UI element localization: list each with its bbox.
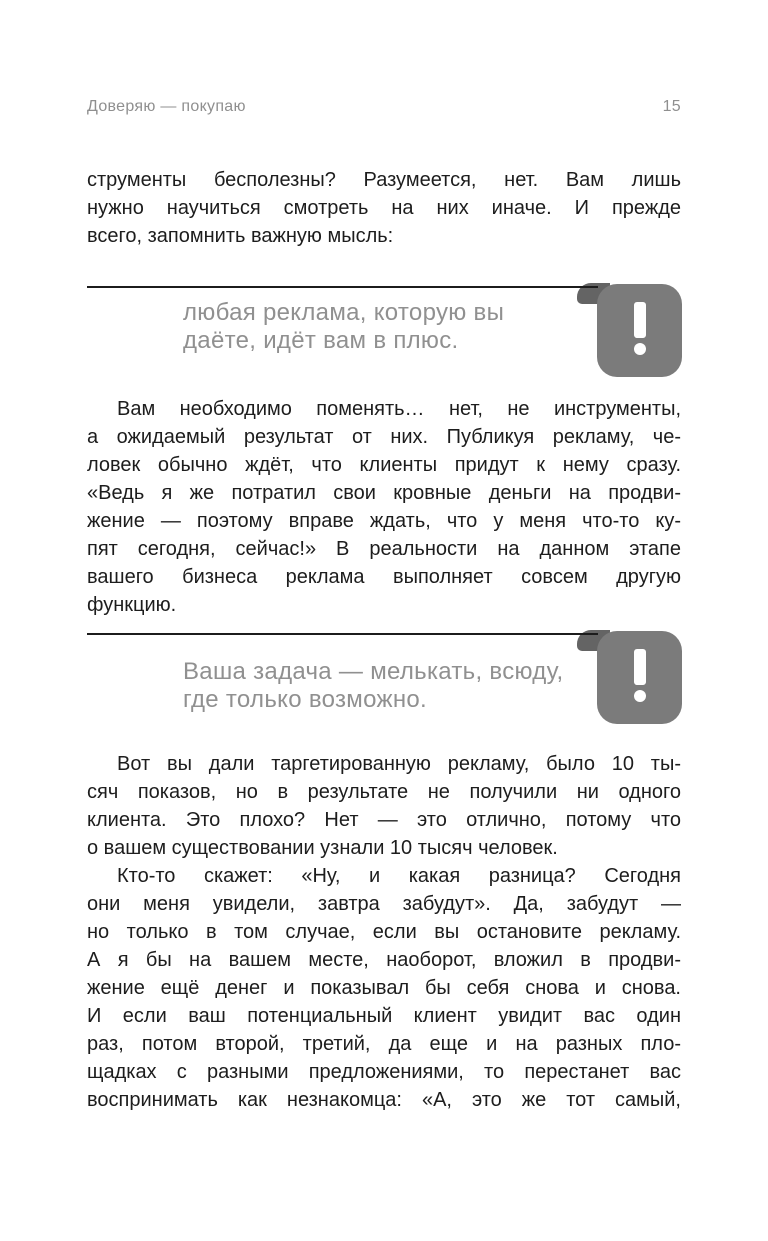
text-line: вашего бизнеса реклама выполняет совсем другую <box>87 566 681 588</box>
text-line: струменты бесполезны? Разумеется, нет. Вам лишь <box>87 169 681 191</box>
exclamation-badge <box>597 631 682 724</box>
text-line: клиента. Это плохо? Нет — это отлично, потому что <box>87 809 681 831</box>
body-paragraph <box>87 395 681 619</box>
callout-rule <box>87 633 598 635</box>
text-line: «Ведь я же потратил свои кровные деньги на продви- <box>87 482 681 504</box>
text-line: но только в том случае, если вы остановите рекламу. <box>87 921 681 943</box>
running-header <box>87 98 681 116</box>
body-paragraph <box>87 750 681 862</box>
text-line: Кто-то скажет: «Ну, и какая разница? Сегодня <box>117 865 681 887</box>
text-line: сяч показов, но в результате не получили ни одного <box>87 781 681 803</box>
text-line: ловек обычно ждёт, что клиенты придут к нему сразу. <box>87 454 681 476</box>
exclamation-dot <box>634 343 646 355</box>
exclamation-dot <box>634 690 646 702</box>
callout-text <box>183 299 593 355</box>
text-line: Ваша задача — мелькать, всюду, <box>183 658 564 685</box>
text-line: функцию. <box>87 594 177 616</box>
text-line: любая реклама, которую вы <box>183 299 505 326</box>
text-line: жение ещё денег и показывал бы себя снова и снова. <box>87 977 681 999</box>
running-title: Доверяю — покупаю <box>87 98 246 115</box>
text-line: Вам необходимо поменять… нет, не инструменты, <box>117 398 681 420</box>
body-paragraph <box>87 862 681 1114</box>
exclamation-bar <box>634 302 646 338</box>
text-line: И если ваш потенциальный клиент увидит вас один <box>87 1005 681 1027</box>
text-line: нужно научиться смотреть на них иначе. И прежде <box>87 197 681 219</box>
text-line: щадках с разными предложениями, то перестанет вас <box>87 1061 681 1083</box>
body-paragraph <box>87 166 681 250</box>
text-line: жение — поэтому вправе ждать, что у меня что-то ку- <box>87 510 681 532</box>
callout-rule <box>87 286 598 288</box>
text-line: о вашем существовании узнали 10 тысяч человек. <box>87 837 558 859</box>
text-line: всего, запомнить важную мысль: <box>87 225 394 247</box>
page-number: 15 <box>662 98 681 115</box>
exclamation-bar <box>634 649 646 685</box>
text-line: пят сегодня, сейчас!» В реальности на данном этапе <box>87 538 681 560</box>
text-line: А я бы на вашем месте, наоборот, вложил в продви- <box>87 949 681 971</box>
text-line: даёте, идёт вам в плюс. <box>183 327 459 354</box>
text-line: раз, потом второй, третий, да еще и на разных пло- <box>87 1033 681 1055</box>
text-line: где только возможно. <box>183 686 427 713</box>
text-line: а ожидаемый результат от них. Публикуя рекламу, че- <box>87 426 681 448</box>
callout-text <box>183 658 593 714</box>
exclamation-badge <box>597 284 682 377</box>
text-line: они меня увидели, завтра забудут». Да, забудут — <box>87 893 681 915</box>
text-line: воспринимать как незнакомца: «А, это же тот самый, <box>87 1089 681 1111</box>
text-line: Вот вы дали таргетированную рекламу, было 10 ты- <box>117 753 681 775</box>
